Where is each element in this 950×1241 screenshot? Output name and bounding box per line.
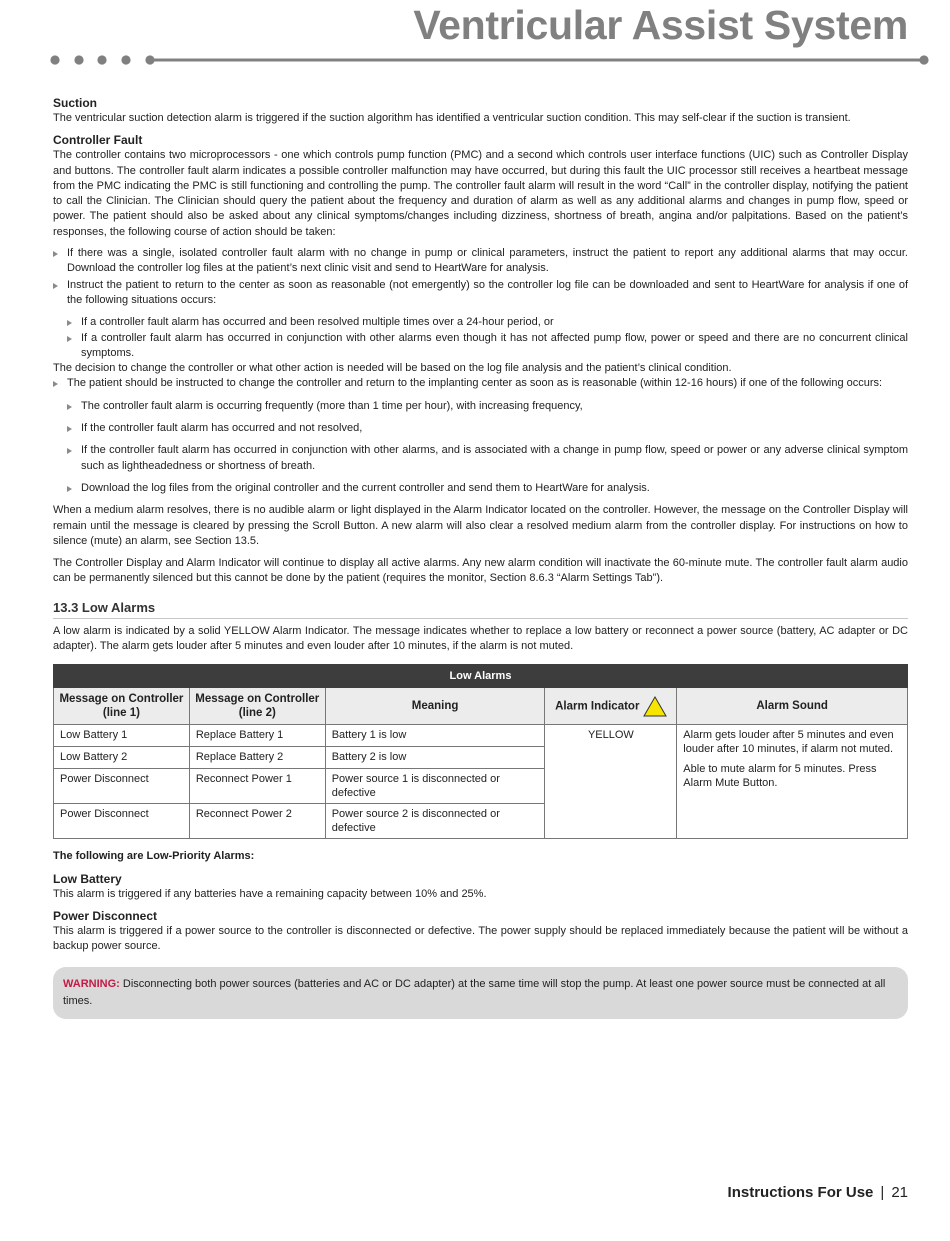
bullet-icon bbox=[67, 404, 72, 410]
page-number: 21 bbox=[891, 1184, 908, 1201]
occurrence-sublist bbox=[67, 399, 908, 496]
bullet-icon bbox=[67, 448, 72, 454]
column-header: Meaning bbox=[325, 688, 545, 725]
bullet-icon bbox=[67, 426, 72, 432]
action-list bbox=[53, 246, 908, 308]
alarm-sound-text: Alarm gets louder after 5 minutes and even louder after 10 minutes, if alarm not muted. bbox=[683, 729, 894, 756]
table-cell: Power Disconnect bbox=[54, 804, 190, 839]
table-cell: Low Battery 2 bbox=[54, 747, 190, 769]
document-title: Ventricular Assist System bbox=[413, 2, 908, 48]
low-battery-text: This alarm is triggered if any batteries have a remaining capacity between 10% and 25%. bbox=[53, 887, 487, 900]
controller-fault-text: The controller contains two microprocessors - one which controls pump function (PMC) and a second which controls user interface functions (UIC) such as Controller Display and buttons. The controller fault alarm indicates a possible controller malfunction may have occurred, but during this fault the UIC processor still receives a heartbeat message from the PMC indicating the PMC is still functioning and controlling the pump. The controller fault alarm will result in the word “Call” in the controller display, notifying the patient to call the Clinician. The Clinician should query the patient about the frequency and duration of alarm as well as any additional alarms and changes in pump flow, speed or power. The patient should also be asked about any clinical symptoms/changes including dizziness, shortness of breath, angina and/or palpitations. Based on the patient’s responses, the following course of action should be taken: bbox=[53, 149, 908, 238]
power-disconnect-text: This alarm is triggered if a power source to the controller is disconnected or defective. The power supply should be replaced immediately because the patient will be without a backup power source. bbox=[53, 924, 908, 953]
alarm-sound-cell bbox=[677, 725, 908, 839]
table-row bbox=[54, 725, 908, 747]
table-cell: Replace Battery 2 bbox=[189, 747, 325, 769]
bullet-icon bbox=[53, 381, 58, 387]
bullet-text: If the controller fault alarm has occurred and not resolved, bbox=[81, 422, 363, 435]
footer-title: Instructions For Use bbox=[727, 1184, 874, 1201]
bullet-text: Download the log files from the original controller and the current controller and send them to HeartWare for analysis. bbox=[81, 481, 650, 494]
list-item bbox=[67, 331, 908, 362]
list-item bbox=[67, 443, 908, 474]
bullet-text: If a controller fault alarm has occurred in conjunction with other alarms even though it has not affected pump flow, power or speed and there are no concurrent clinical symptoms. bbox=[81, 331, 908, 359]
medium-resolve-text: When a medium alarm resolves, there is no audible alarm or light displayed in the Alarm Indicator located on the controller. However, the message on the Controller Display will remain until the message is cleared by pressing the Scroll Button. A new alarm will also clear a resolved medium alarm from the controller display. For instructions on how to silence (mute) an alarm, see Section 13.5. bbox=[53, 504, 908, 547]
rule-dot bbox=[97, 55, 106, 64]
warning-text: Disconnecting both power sources (batteries and AC or DC adapter) at the same time will stop the pump. At least one power source must be connected at all times. bbox=[63, 977, 886, 1007]
list-item bbox=[67, 421, 908, 436]
controller-fault-heading: Controller Fault bbox=[53, 133, 143, 148]
rule-dot bbox=[919, 55, 928, 64]
alarm-mute-text: Able to mute alarm for 5 minutes. Press Alarm Mute Button. bbox=[683, 763, 877, 790]
bullet-text: If the controller fault alarm has occurred in conjunction with other alarms, and is associated with a change in pump flow, speed or power or any adverse clinical symptom such as lightheadedness or shortness of breath. bbox=[81, 444, 908, 472]
situation-sublist bbox=[67, 315, 908, 361]
table-cell: Reconnect Power 1 bbox=[189, 769, 325, 804]
footer-separator: | bbox=[880, 1184, 885, 1201]
bullet-icon bbox=[67, 320, 72, 326]
suction-heading: Suction bbox=[53, 96, 97, 110]
column-header: Message on Controller (line 2) bbox=[189, 688, 325, 725]
header-dot-rule bbox=[48, 52, 934, 68]
table-cell: Low Battery 1 bbox=[54, 725, 190, 747]
list-item bbox=[67, 399, 908, 414]
rule-dot bbox=[74, 55, 83, 64]
list-item bbox=[67, 315, 908, 330]
table-header-row bbox=[54, 688, 908, 725]
low-alarms-table bbox=[53, 664, 908, 839]
bullet-icon bbox=[67, 486, 72, 492]
table-cell: Battery 2 is low bbox=[325, 747, 545, 769]
column-header-label: Alarm Indicator bbox=[555, 700, 640, 713]
bullet-icon bbox=[53, 283, 58, 289]
bullet-text: Instruct the patient to return to the center as soon as reasonable (not emergently) so the controller log file can be downloaded and sent to HeartWare for analysis if one of the following situations occurs: bbox=[67, 278, 908, 306]
display-note-text: The Controller Display and Alarm Indicator will continue to display all active alarms. Any new alarm condition will inactivate the 60-minute mute. The controller fault alarm audio can be permanently silenced but this cannot be done by the patient (requires the monitor, Section 8.6.3 “Alarm Settings Tab”). bbox=[53, 557, 908, 585]
power-disconnect-heading: Power Disconnect bbox=[53, 908, 158, 923]
table-cell: Reconnect Power 2 bbox=[189, 804, 325, 839]
table-cell: Power Disconnect bbox=[54, 769, 190, 804]
table-cell: Replace Battery 1 bbox=[189, 725, 325, 747]
column-header: Alarm Sound bbox=[677, 688, 908, 725]
table-cell: Power source 1 is disconnected or defective bbox=[325, 769, 545, 804]
suction-text: The ventricular suction detection alarm is triggered if the suction algorithm has identified a ventricular suction condition. This may self-clear if the suction is transient. bbox=[53, 112, 851, 124]
page-footer bbox=[728, 1184, 908, 1201]
low-battery-heading: Low Battery bbox=[53, 871, 122, 886]
low-alarms-heading: 13.3 Low Alarms bbox=[53, 600, 908, 619]
low-priority-intro: The following are Low-Priority Alarms: bbox=[53, 850, 255, 863]
low-alarms-intro: A low alarm is indicated by a solid YELLOW Alarm Indicator. The message indicates whether to replace a low battery or reconnect a power source (battery, AC adapter or DC adapter). The alarm gets louder after 5 minutes and even louder after 10 minutes, if the alarm is not muted. bbox=[53, 624, 908, 653]
warning-callout bbox=[53, 967, 908, 1019]
bullet-text: If there was a single, isolated controller fault alarm with no change in pump or clinical parameters, instruct the patient to report any additional alarms that may occur. Download the controller log files at the patient’s next clinic visit and send to HeartWare for analysis. bbox=[67, 247, 908, 275]
rule-dot bbox=[50, 55, 59, 64]
table-title: Low Alarms bbox=[54, 665, 908, 688]
bullet-icon bbox=[67, 336, 72, 342]
decision-note: The decision to change the controller or what other action is needed will be based on the log file analysis and the patient’s clinical condition. bbox=[53, 362, 732, 375]
indicator-cell: YELLOW bbox=[545, 725, 677, 839]
column-header: Message on Controller (line 1) bbox=[54, 688, 190, 725]
warning-label: WARNING: bbox=[63, 977, 120, 990]
table-cell: Power source 2 is disconnected or defective bbox=[325, 804, 545, 839]
table-cell: Battery 1 is low bbox=[325, 725, 545, 747]
list-item bbox=[53, 246, 908, 277]
bullet-text: The controller fault alarm is occurring frequently (more than 1 time per hour), with increasing frequency, bbox=[81, 399, 583, 412]
page-content bbox=[53, 96, 908, 1019]
column-header-alarm-indicator bbox=[545, 688, 677, 725]
bullet-text: If a controller fault alarm has occurred and been resolved multiple times over a 24-hour period, or bbox=[81, 316, 554, 329]
bullet-icon bbox=[53, 251, 58, 257]
list-item bbox=[53, 376, 908, 391]
warning-triangle-icon bbox=[643, 696, 667, 717]
list-item bbox=[67, 481, 908, 496]
list-item bbox=[53, 278, 908, 309]
change-controller-list bbox=[53, 376, 908, 391]
rule-dot bbox=[121, 55, 130, 64]
bullet-text: The patient should be instructed to change the controller and return to the implanting center as soon as is reasonable (within 12-16 hours) if one of the following occurs: bbox=[67, 377, 883, 390]
